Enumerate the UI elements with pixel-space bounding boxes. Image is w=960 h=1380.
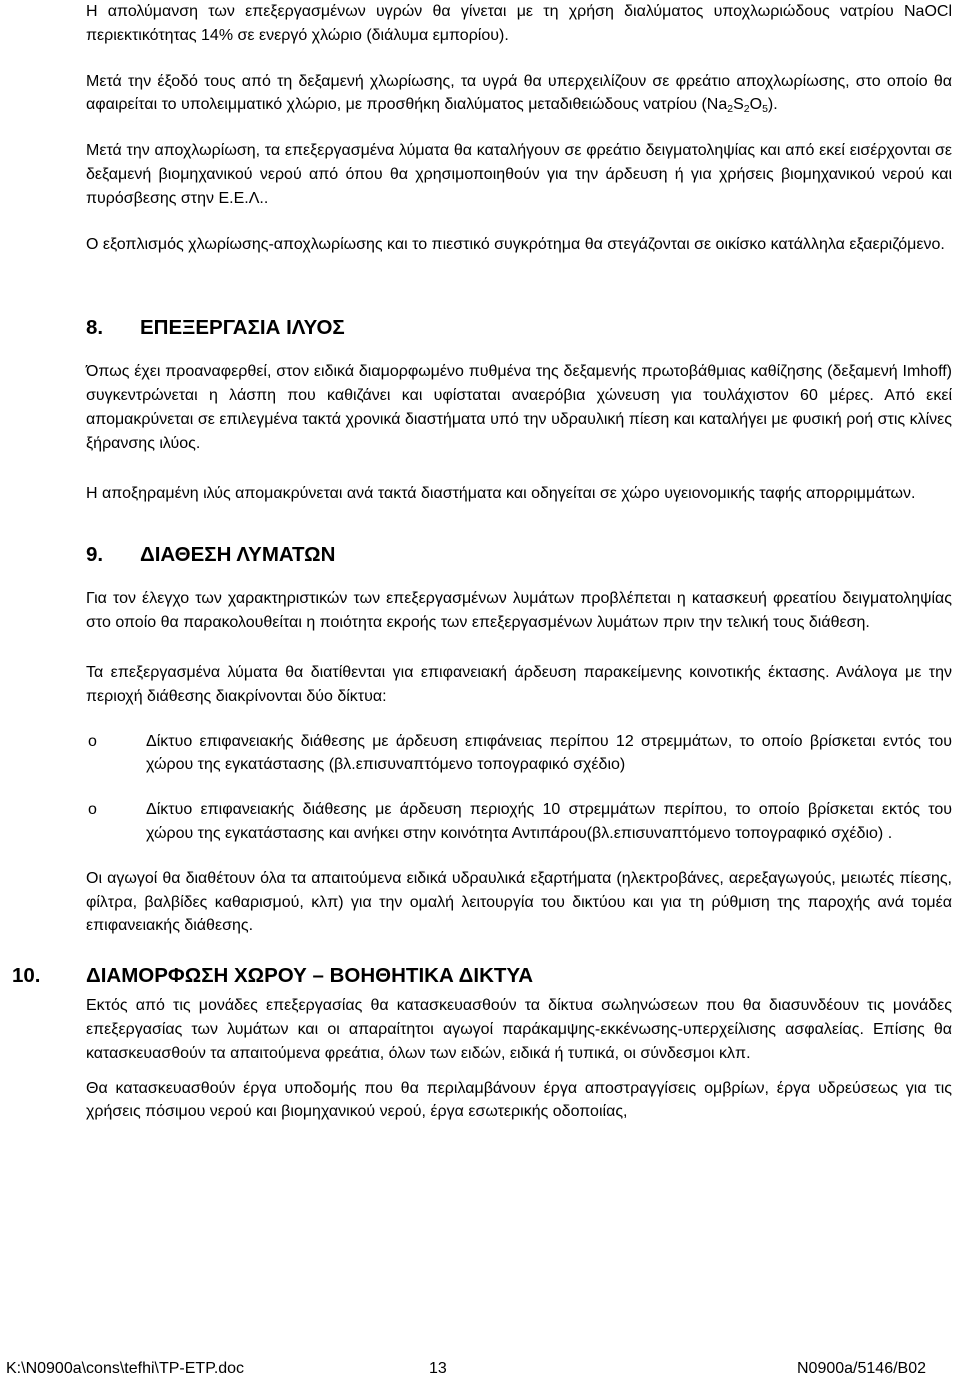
- paragraph-dechlorination: [86, 70, 952, 118]
- page-footer: [6, 1358, 926, 1380]
- paragraph-networks-1: Εκτός από τις μονάδες επεξεργασίας θα κατασκευασθούν τα δίκτυα σωληνώσεων που θα διασυνδέουν τις μονάδες επεξεργασίας των λυμάτων και οι απαραίτητοι αγωγοί παράκαμψης-εκκένωσης-υπερχείλισης ασφαλείας. Επίσης θα κατασκευασθούν τα απαιτούμενα φρεάτια, όλων των ειδών, ειδικά ή τυπικά, οι σύνδεσμοι κλπ.: [86, 997, 952, 1062]
- bullet-network-2: Δίκτυο επιφανειακής διάθεσης με άρδευση περιοχής 10 στρεμμάτων περίπου, το οποίο βρίσκεται εκτός του χώρου της εγκατάστασης και ανήκει στην κοινότητα Αντιπάρου(βλ.επισυναπτόμενο τοπογραφικό σχέδιο) .: [146, 801, 952, 842]
- paragraph-disinfection: Η απολύμανση των επεξεργασμένων υγρών θα γίνεται με τη χρήση διαλύματος υποχλωριώδους νατρίου NaOCl περιεκτικότητας 14% σε ενεργό χλώριο (διάλυμα εμπορίου).: [86, 3, 952, 44]
- section-number-9: 9.: [86, 543, 104, 567]
- bullet-marker: o: [88, 732, 97, 750]
- subscript-na: 2: [727, 103, 734, 116]
- section-heading-8: [86, 316, 952, 340]
- paragraph-pipes: Οι αγωγοί θα διαθέτουν όλα τα απαιτούμενα ειδικά υδραυλικά εξαρτήματα (ηλεκτροβάνες, αερεξαγωγούς, μειωτές πίεσης, φίλτρα, βαλβίδες καθαρισμού, κλπ) για την ομαλή λειτουργία του δικτύου και για τη ρύθμιση της παροχής ανά τομέα επιφανειακής διάθεσης.: [86, 869, 952, 935]
- paragraph-networks-2: Θα κατασκευασθούν έργα υποδομής που θα περιλαμβάνουν έργα αποστραγγίσεις ομβρίων, έργα υδρεύσεως για τις χρήσεις πόσιμου νερού και βιομηχανικού νερού, έργα εσωτερικής οδοποιίας,: [86, 1079, 952, 1121]
- footer-document-code: N0900a/5146/B02: [797, 1360, 926, 1377]
- paragraph-sludge-2: Η αποξηραμένη ιλύς απομακρύνεται ανά τακτά διαστήματα και οδηγείται σε χώρο υγειονομικής ταφής απορριμμάτων.: [86, 484, 916, 502]
- paragraph-sludge-1: Όπως έχει προαναφερθεί, στον ειδικά διαμορφωμένο πυθμένα της δεξαμενής πρωτοβάθμιας καθίζησης (δεξαμενή Imhoff) συγκεντρώνεται η λάσπη που καθιζάνει και υφίσταται αναερόβια χώνευση για τουλάχιστον 60 μέρες. Από εκεί απομακρύνεται σε επιλεγμένα τακτά χρονικά διαστήματα υπό την υδραυλική πίεση και καταλήγει με φυσική ροή στις κλίνες ξήρανσης ιλύος.: [86, 363, 952, 452]
- paragraph-sampling: Μετά την αποχλωρίωση, τα επεξεργασμένα λύματα θα καταλήγουν σε φρεάτιο δειγματοληψίας και από εκεί εισέρχονται σε δεξαμενή βιομηχανικού νερού από όπου θα χρησιμοποιηθούν για την άρδευση ή για χρήσεις βιομηχανικού νερού και πυρόσβεσης στην Ε.Ε.Λ..: [86, 142, 952, 207]
- section-heading-9: [86, 543, 952, 567]
- bullet-network-1: Δίκτυο επιφανειακής διάθεσης με άρδευση επιφάνειας περίπου 12 στρεμμάτων, το οποίο βρίσκεται εντός του χώρου της εγκατάστασης (βλ.επισυναπτόμενο τοπογραφικό σχέδιο): [146, 732, 952, 774]
- subscript-s: 2: [743, 103, 750, 116]
- paragraph-disposal-1: Για τον έλεγχο των χαρακτηριστικών των επεξεργασμένων λυμάτων προβλέπεται η κατασκευή φρεατίου δειγματοληψίας στο οποίο θα παρακολουθείται η ποιότητα εκροής των επεξεργασμένων λυμάτων πριν την τελική τους διάθεση.: [86, 590, 952, 632]
- footer-file-path: K:\N0900a\cons\tefhi\TP-ETP.doc: [6, 1360, 245, 1377]
- section-title-8: ΕΠΕΞΕΡΓΑΣΙΑ ΙΛΥΟΣ: [140, 316, 345, 340]
- footer-page-number: 13: [429, 1360, 447, 1377]
- list-item: [86, 730, 952, 778]
- chem-s: S: [733, 96, 744, 114]
- document-page: [12, 0, 952, 1124]
- section-number-8: 8.: [86, 316, 104, 340]
- paragraph-dechlorination-text: Μετά την έξοδό τους από τη δεξαμενή χλωρίωσης, τα υγρά θα υπερχειλίζουν σε φρεάτιο αποχλωρίωσης, στο οποίο θα αφαιρείται το υπολειμματικό χλώριο, με προσθήκη διαλύματος μεταδιθειώδους νατρίου (Na: [86, 72, 952, 114]
- paragraph-equipment: Ο εξοπλισμός χλωρίωσης-αποχλωρίωσης και το πιεστικό συγκρότημα θα στεγάζονται σε οικίσκο κατάλληλα εξαεριζόμενο.: [86, 235, 945, 253]
- section-title-10: ΔΙΑΜΟΡΦΩΣΗ ΧΩΡΟΥ – ΒΟΗΘΗΤΙΚΑ ΔΙΚΤΥΑ: [86, 964, 534, 988]
- section-number-10: 10.: [12, 964, 41, 988]
- list-item: [86, 798, 952, 846]
- chem-o: O: [749, 96, 763, 114]
- section-title-9: ΔΙΑΘΕΣΗ ΛΥΜΑΤΩΝ: [140, 543, 336, 567]
- bullet-marker: o: [88, 801, 97, 819]
- section-heading-10: [12, 964, 952, 988]
- subscript-o: 5: [762, 103, 768, 116]
- chem-end: ).: [767, 96, 778, 114]
- paragraph-disposal-2: Τα επεξεργασμένα λύματα θα διατίθενται για επιφανειακή άρδευση παρακείμενης κοινοτικής έκτασης. Ανάλογα με την περιοχή διάθεσης διακρίνονται δύο δίκτυα:: [86, 663, 952, 705]
